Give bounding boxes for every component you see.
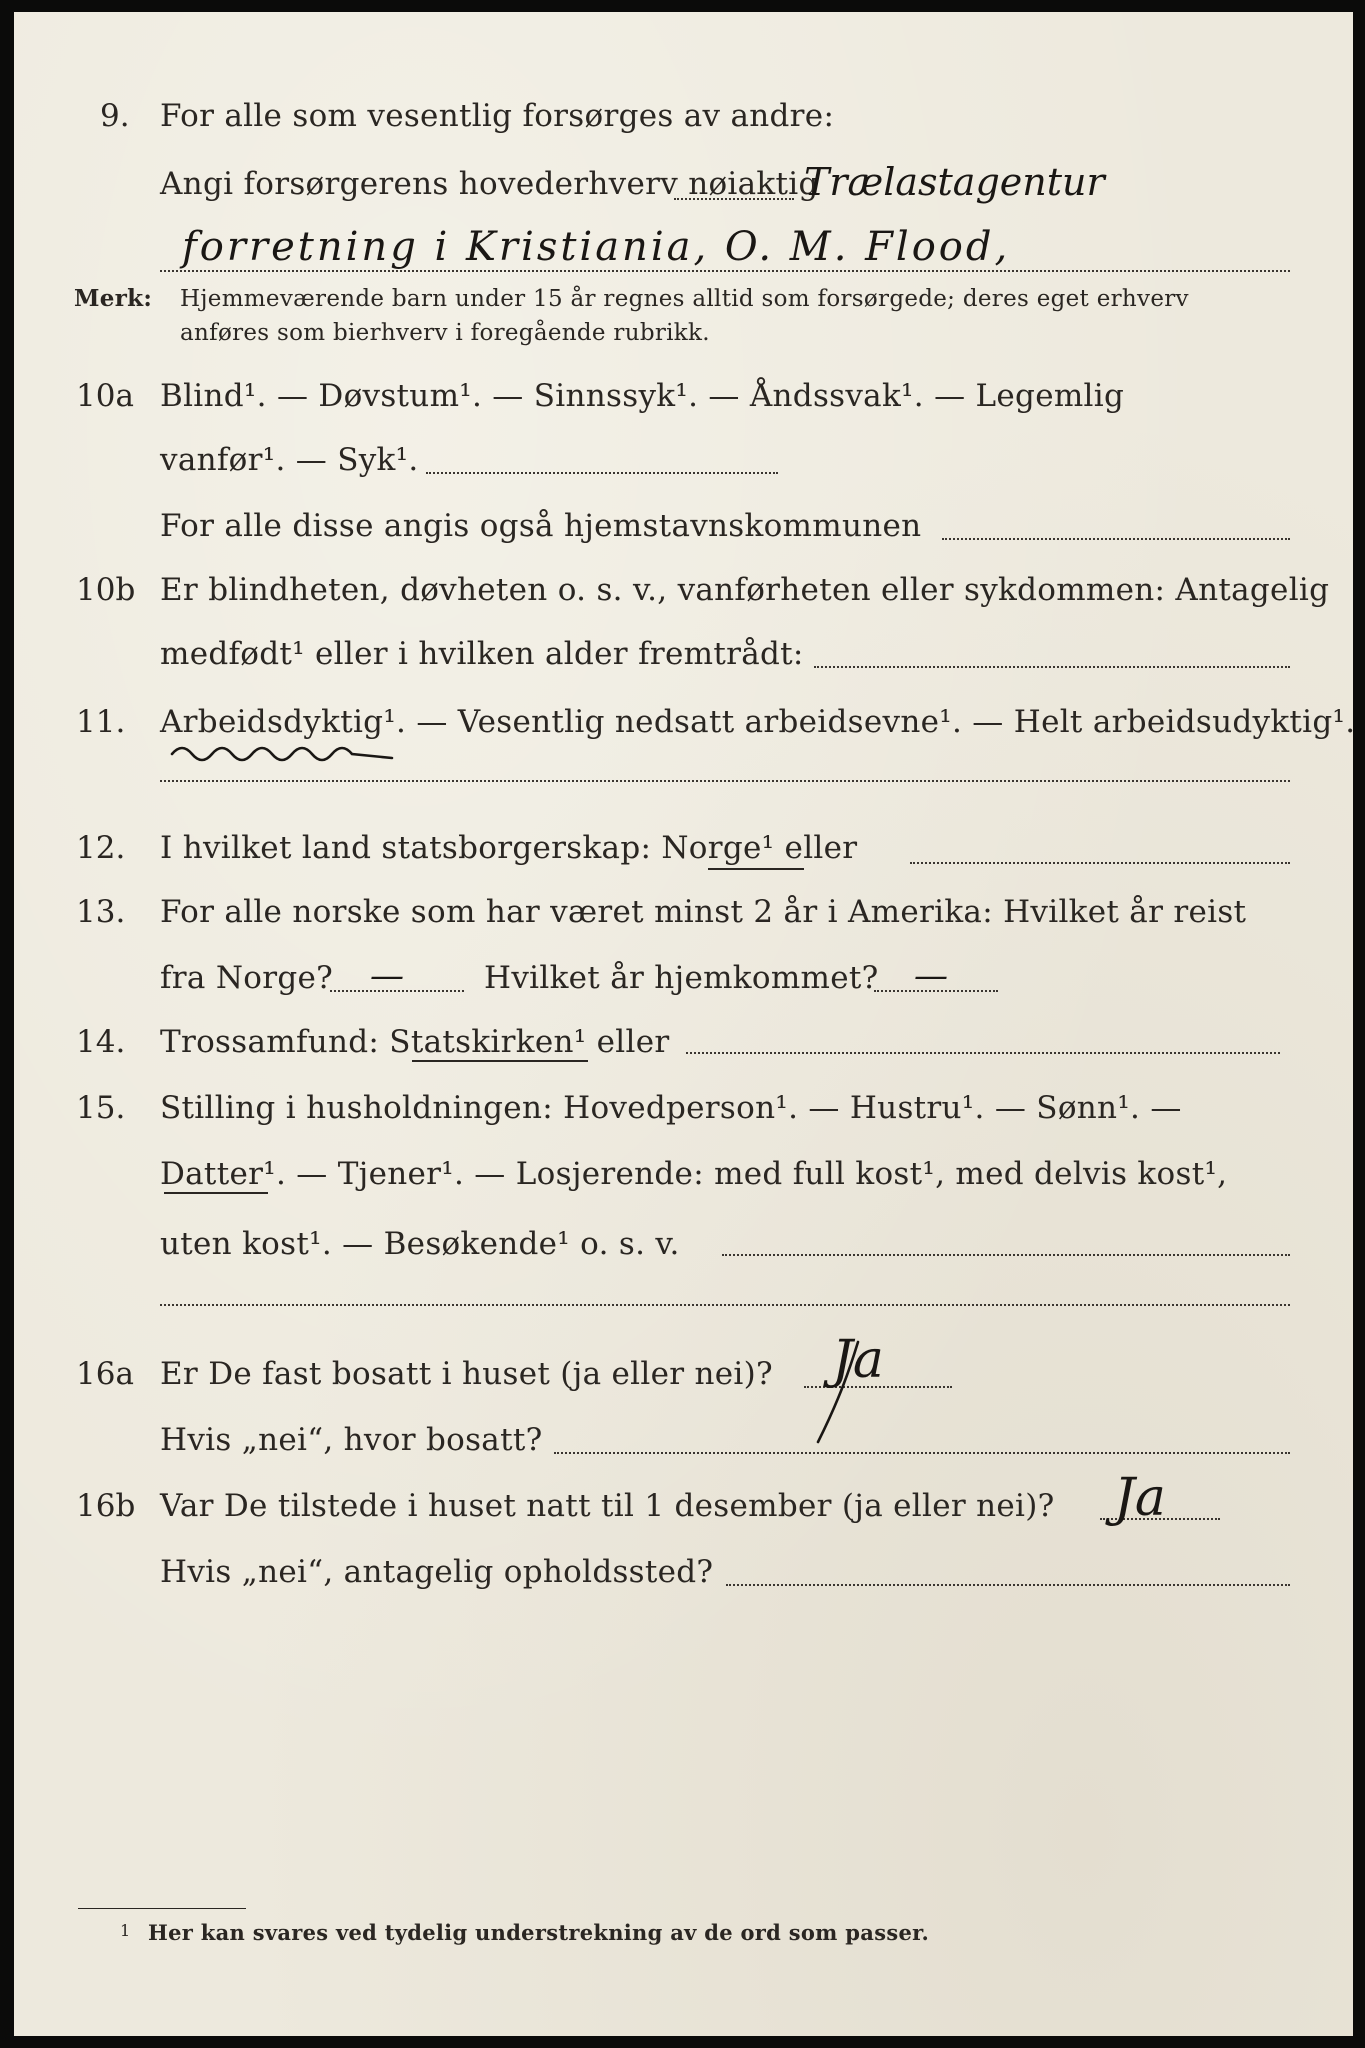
q10a-hometown-line [942,538,1290,540]
q14-number: 14. [76,1024,126,1060]
q10a-line3: For alle disse angis også hjemstavnskommunen [160,508,922,544]
q16a-line1: Er De fast bosatt i huset (ja eller nei)? [160,1356,773,1392]
q15-answer-line-2 [160,1304,1290,1306]
q16a-handwritten-answer: Ja [832,1330,884,1390]
q14-answer-line [686,1052,1280,1054]
q9-handwritten-answer-1: Trælastagentur [804,160,1105,204]
q13-line2b: Hvilket år hjemkommet? [484,960,879,996]
q12-line1: I hvilket land statsborgerskap: Norge¹ eller [160,830,858,866]
q15-number: 15. [76,1090,126,1126]
q14-statskirken-underline [412,1060,588,1062]
q16b-handwritten-answer: Ja [1114,1468,1166,1528]
q9-handwritten-answer-2: forretning i Kristiania, O. M. Flood, [182,224,1011,270]
q9-answer-line [674,198,794,200]
q10a-answer-line [426,472,778,474]
q13-line1: For alle norske som har været minst 2 år i Amerika: Hvilket år reist [160,894,1247,930]
q15-line2: Datter¹. — Tjener¹. — Losjerende: med full kost¹, med delvis kost¹, [160,1156,1228,1192]
q10b-number: 10b [76,572,136,608]
merk-line2: anføres som bierhverv i foregående rubrikk. [180,320,710,346]
footnote-rule [78,1908,246,1909]
q11-line1: Arbeidsdyktig¹. — Vesentlig nedsatt arbeidsevne¹. — Helt arbeidsudyktig¹. [160,704,1356,740]
q10b-line1: Er blindheten, døvheten o. s. v., vanførheten eller sykdommen: Antagelig [160,572,1330,608]
q13-number: 13. [76,894,126,930]
q13-line2a: fra Norge? [160,960,334,996]
q11-handwritten-underline [168,738,378,764]
q16b-number: 16b [76,1488,136,1524]
footnote-mark: 1 [120,1921,131,1940]
q16b-line2: Hvis „nei“, antagelig opholdssted? [160,1554,714,1590]
q10a-line1: Blind¹. — Døvstum¹. — Sinnssyk¹. — Åndssvak¹. — Legemlig [160,378,1125,414]
census-form-page [14,12,1356,2036]
q16a-number: 16a [76,1356,134,1392]
q16a-handwritten-stroke [810,1338,870,1448]
q15-line1: Stilling i husholdningen: Hovedperson¹. — Hustru¹. — Sønn¹. — [160,1090,1182,1126]
q14-line1: Trossamfund: Statskirken¹ eller [160,1024,670,1060]
q15-datter-underline [164,1192,268,1194]
q12-answer-line [910,862,1290,864]
merk-label: Merk: [74,285,153,312]
q12-norge-underline [708,868,804,870]
q10b-line2: medfødt¹ eller i hvilken alder fremtrådt: [160,636,804,672]
q9-line1: For alle som vesentlig forsørges av andre: [160,98,835,134]
q9-answer-line-2 [160,270,1290,272]
q10b-answer-line [814,666,1290,668]
q16b-line1: Var De tilstede i huset natt til 1 desember (ja eller nei)? [160,1488,1055,1524]
merk-line1: Hjemmeværende barn under 15 år regnes alltid som forsørgede; deres eget erhverv [180,286,1189,312]
q16a-line2: Hvis „nei“, hvor bosatt? [160,1422,543,1458]
q11-answer-line [160,780,1290,782]
q9-line2: Angi forsørgerens hovederhverv nøiaktig [160,166,819,202]
q13-handwritten-dash-b: — [914,956,948,996]
q10a-line2: vanfør¹. — Syk¹. [160,442,419,478]
q16b-residence-line [726,1584,1290,1586]
q11-number: 11. [76,704,126,740]
q15-answer-line [722,1254,1290,1256]
footnote-text: Her kan svares ved tydelig understrekning av de ord som passer. [148,1920,930,1945]
q15-line3: uten kost¹. — Besøkende¹ o. s. v. [160,1226,680,1262]
q10a-number: 10a [76,378,134,414]
q16a-residence-line [554,1452,1290,1454]
q9-number: 9. [100,98,130,134]
q13-handwritten-dash-a: — [370,956,404,996]
q12-number: 12. [76,830,126,866]
